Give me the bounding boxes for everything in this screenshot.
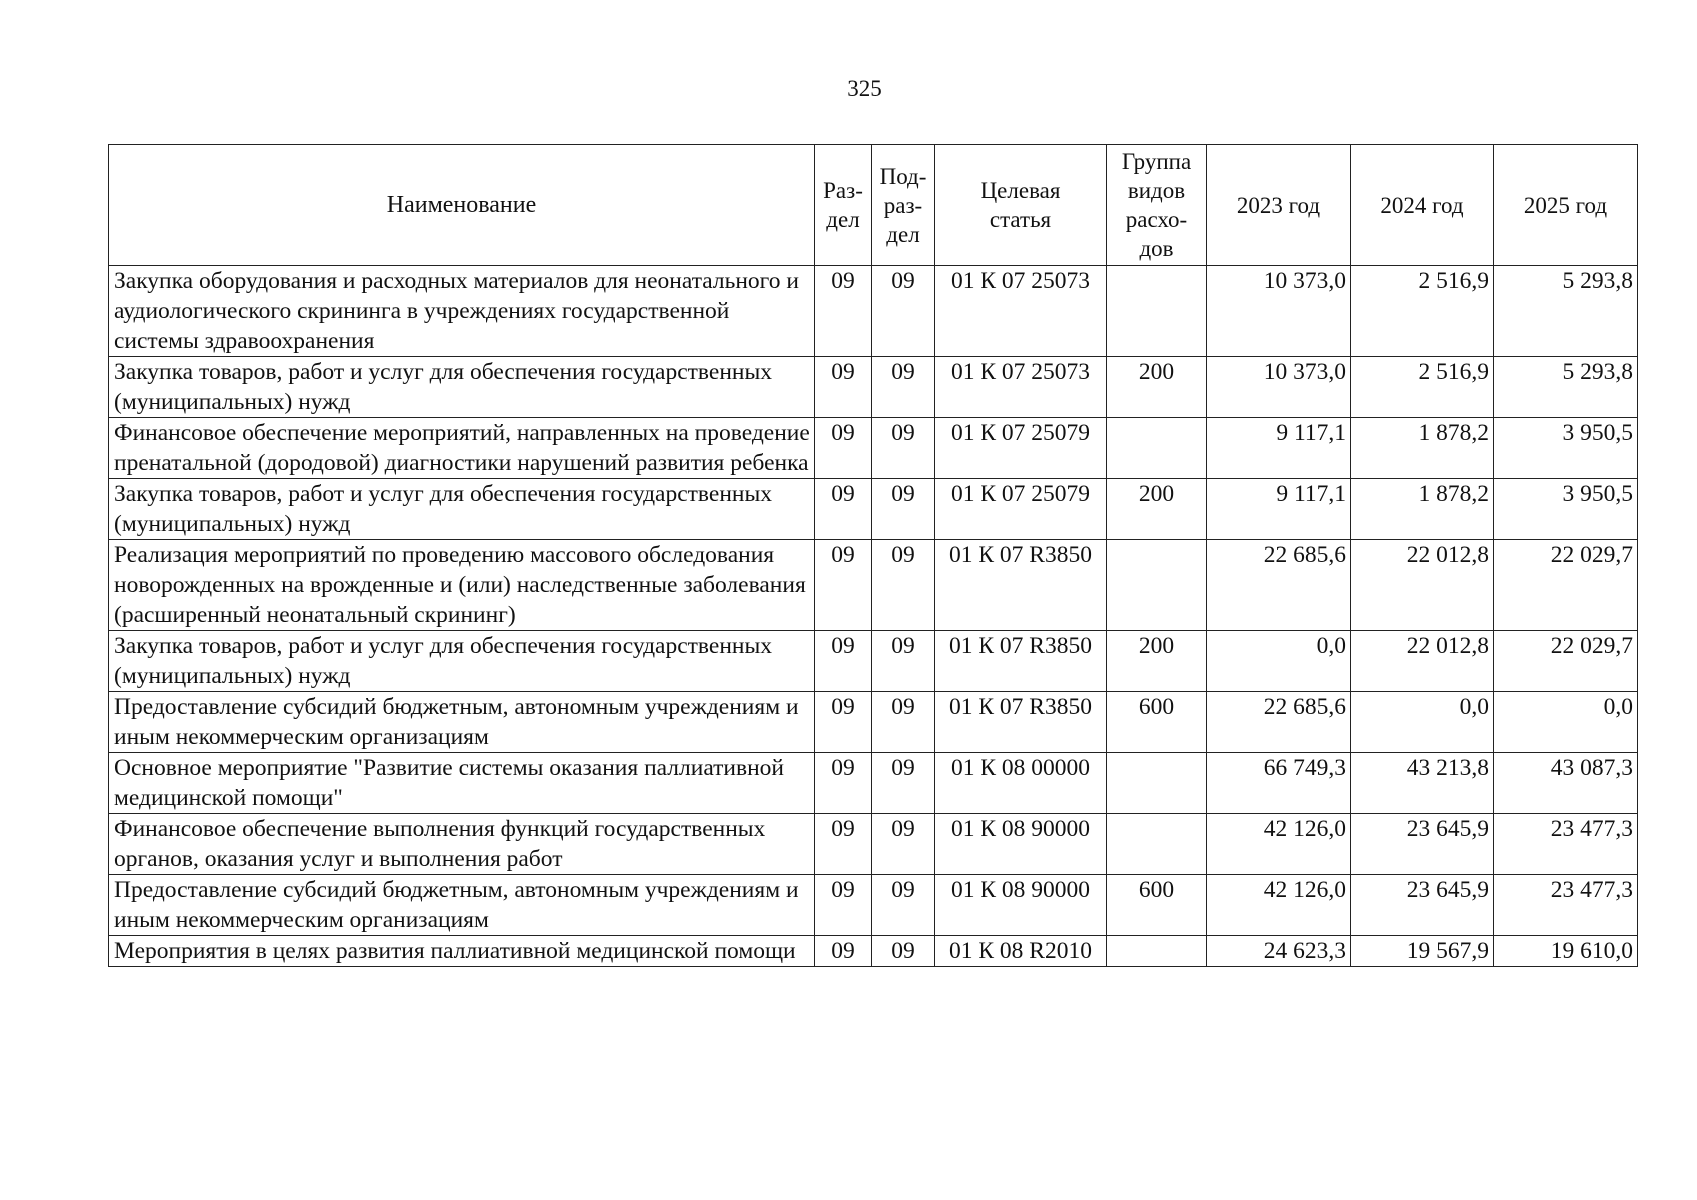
row-razdel: 09 [815,479,872,540]
row-2024: 22 012,8 [1351,631,1494,692]
row-razdel: 09 [815,753,872,814]
row-celevaya: 01 К 07 R3850 [935,692,1107,753]
row-2023: 22 685,6 [1207,692,1351,753]
row-2024: 22 012,8 [1351,540,1494,631]
row-celevaya: 01 К 07 R3850 [935,540,1107,631]
row-razdel: 09 [815,540,872,631]
row-celevaya: 01 К 08 R2010 [935,936,1107,967]
row-gruppa: 200 [1107,357,1207,418]
row-celevaya: 01 К 08 00000 [935,753,1107,814]
row-gruppa [1107,266,1207,357]
row-2023: 0,0 [1207,631,1351,692]
row-podrazdel: 09 [872,936,935,967]
row-podrazdel: 09 [872,418,935,479]
row-podrazdel: 09 [872,875,935,936]
row-2023: 10 373,0 [1207,357,1351,418]
row-name: Мероприятия в целях развития паллиативной медицинской помощи [109,936,815,967]
row-name: Предоставление субсидий бюджетным, автономным учреждениям и иным некоммерческим организациям [109,875,815,936]
row-2025: 22 029,7 [1494,631,1638,692]
row-name: Закупка товаров, работ и услуг для обеспечения государственных (муниципальных) нужд [109,357,815,418]
row-2024: 2 516,9 [1351,357,1494,418]
row-2024: 19 567,9 [1351,936,1494,967]
header-razdel-line: Раз- [823,178,863,203]
row-name: Финансовое обеспечение выполнения функций государственных органов, оказания услуг и выполнения работ [109,814,815,875]
row-name: Закупка оборудования и расходных материалов для неонатального и аудиологического скрининга в учреждениях государственной системы здравоохранения [109,266,815,357]
row-gruppa: 200 [1107,631,1207,692]
row-2023: 42 126,0 [1207,875,1351,936]
header-2025: 2025 год [1494,145,1638,266]
table-row [109,357,1638,418]
header-celevaya-line: статья [989,207,1052,232]
header-2023: 2023 год [1207,145,1351,266]
row-gruppa: 200 [1107,479,1207,540]
row-name: Реализация мероприятий по проведению массового обследования новорожденных на врожденные и (или) наследственные заболевания (расширенный неонатальный скрининг) [109,540,815,631]
row-celevaya: 01 К 07 25079 [935,479,1107,540]
row-2025: 19 610,0 [1494,936,1638,967]
table-row [109,479,1638,540]
row-celevaya: 01 К 08 90000 [935,875,1107,936]
row-gruppa [1107,540,1207,631]
row-razdel: 09 [815,266,872,357]
row-gruppa: 600 [1107,692,1207,753]
table-row [109,814,1638,875]
row-razdel: 09 [815,357,872,418]
row-name: Предоставление субсидий бюджетным, автономным учреждениям и иным некоммерческим организациям [109,692,815,753]
row-2023: 42 126,0 [1207,814,1351,875]
header-gruppa [1107,145,1207,266]
row-2025: 3 950,5 [1494,479,1638,540]
header-gruppa-line: видов [1127,178,1186,203]
row-2024: 43 213,8 [1351,753,1494,814]
row-2025: 0,0 [1494,692,1638,753]
row-podrazdel: 09 [872,540,935,631]
row-razdel: 09 [815,418,872,479]
row-podrazdel: 09 [872,357,935,418]
header-razdel-line: дел [826,207,860,232]
row-2024: 23 645,9 [1351,875,1494,936]
row-2024: 2 516,9 [1351,266,1494,357]
row-gruppa [1107,418,1207,479]
row-2025: 22 029,7 [1494,540,1638,631]
header-podrazdel-line: дел [886,221,920,247]
row-2024: 23 645,9 [1351,814,1494,875]
row-2023: 9 117,1 [1207,479,1351,540]
table-row [109,936,1638,967]
row-celevaya: 01 К 07 25073 [935,266,1107,357]
row-celevaya: 01 К 08 90000 [935,814,1107,875]
header-razdel [815,145,872,266]
row-podrazdel: 09 [872,631,935,692]
row-razdel: 09 [815,631,872,692]
row-2024: 0,0 [1351,692,1494,753]
row-2025: 5 293,8 [1494,266,1638,357]
table-row [109,875,1638,936]
header-celevaya [935,145,1107,266]
row-name: Основное мероприятие "Развитие системы оказания паллиативной медицинской помощи" [109,753,815,814]
header-2024: 2024 год [1351,145,1494,266]
row-podrazdel: 09 [872,479,935,540]
row-2023: 24 623,3 [1207,936,1351,967]
header-gruppa-line: Группа [1121,149,1192,174]
row-name: Финансовое обеспечение мероприятий, направленных на проведение пренатальной (дородовой) диагностики нарушений развития ребенка [109,418,815,479]
row-podrazdel: 09 [872,266,935,357]
row-2025: 43 087,3 [1494,753,1638,814]
table-header-row [109,145,1638,266]
header-celevaya-line: Целевая [980,178,1061,203]
row-gruppa [1107,753,1207,814]
row-razdel: 09 [815,692,872,753]
table-row [109,266,1638,357]
row-2025: 3 950,5 [1494,418,1638,479]
header-podrazdel [872,145,935,266]
row-gruppa [1107,814,1207,875]
row-gruppa: 600 [1107,875,1207,936]
row-2023: 22 685,6 [1207,540,1351,631]
page-number: 325 [847,76,882,101]
row-gruppa [1107,936,1207,967]
header-podrazdel-line: раз- [883,192,923,218]
row-2024: 1 878,2 [1351,479,1494,540]
row-2024: 1 878,2 [1351,418,1494,479]
budget-table [108,144,1638,967]
header-gruppa-line: дов [1139,236,1174,261]
row-2023: 10 373,0 [1207,266,1351,357]
header-name: Наименование [109,145,815,266]
row-celevaya: 01 К 07 R3850 [935,631,1107,692]
row-2025: 5 293,8 [1494,357,1638,418]
row-2023: 9 117,1 [1207,418,1351,479]
row-celevaya: 01 К 07 25079 [935,418,1107,479]
header-podrazdel-line: Под- [879,163,927,189]
row-podrazdel: 09 [872,814,935,875]
table-row [109,540,1638,631]
table-row [109,631,1638,692]
row-2023: 66 749,3 [1207,753,1351,814]
row-podrazdel: 09 [872,753,935,814]
row-celevaya: 01 К 07 25073 [935,357,1107,418]
table-row [109,418,1638,479]
row-name: Закупка товаров, работ и услуг для обеспечения государственных (муниципальных) нужд [109,631,815,692]
header-gruppa-line: расхо- [1125,207,1188,232]
row-razdel: 09 [815,936,872,967]
row-razdel: 09 [815,814,872,875]
row-name: Закупка товаров, работ и услуг для обеспечения государственных (муниципальных) нужд [109,479,815,540]
row-podrazdel: 09 [872,692,935,753]
row-razdel: 09 [815,875,872,936]
table-row [109,692,1638,753]
table-row [109,753,1638,814]
row-2025: 23 477,3 [1494,875,1638,936]
row-2025: 23 477,3 [1494,814,1638,875]
